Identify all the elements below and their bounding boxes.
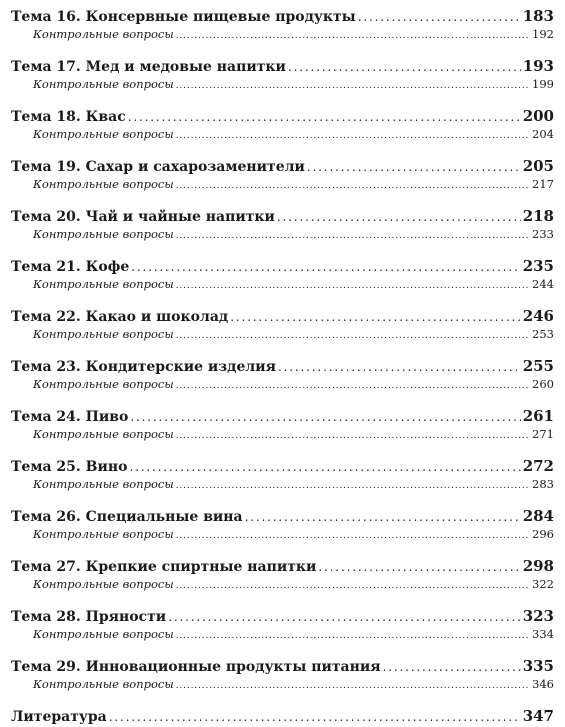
dot-leader bbox=[230, 307, 520, 327]
toc-entry bbox=[11, 256, 554, 293]
topic-title: Тема 22. Какао и шоколад bbox=[11, 309, 229, 325]
topic-row[interactable] bbox=[11, 506, 554, 526]
review-questions-row[interactable] bbox=[11, 426, 554, 443]
topic-row[interactable] bbox=[11, 606, 554, 626]
review-questions-row[interactable] bbox=[11, 76, 554, 93]
dot-leader bbox=[318, 557, 520, 577]
topic-title: Тема 25. Вино bbox=[11, 459, 128, 475]
review-questions-label: Контрольные вопросы bbox=[33, 127, 174, 141]
dot-leader bbox=[176, 576, 530, 595]
dot-leader bbox=[176, 176, 530, 195]
topic-row[interactable] bbox=[11, 656, 554, 676]
toc-entry bbox=[11, 156, 554, 193]
review-questions-page-number: 192 bbox=[532, 27, 554, 41]
dot-leader bbox=[277, 207, 521, 227]
review-questions-label: Контрольные вопросы bbox=[33, 527, 174, 541]
dot-leader bbox=[128, 107, 521, 127]
dot-leader bbox=[383, 657, 521, 677]
topic-row[interactable] bbox=[11, 406, 554, 426]
review-questions-row[interactable] bbox=[11, 126, 554, 143]
topic-page-number: 335 bbox=[522, 657, 554, 675]
review-questions-row[interactable] bbox=[11, 326, 554, 343]
toc-entry bbox=[11, 6, 554, 43]
toc-entry bbox=[11, 556, 554, 593]
review-questions-label: Контрольные вопросы bbox=[33, 677, 174, 691]
topic-title: Тема 29. Инновационные продукты питания bbox=[11, 659, 381, 675]
toc-entry bbox=[11, 506, 554, 543]
review-questions-row[interactable] bbox=[11, 276, 554, 293]
topic-row[interactable] bbox=[11, 56, 554, 76]
review-questions-page-number: 204 bbox=[532, 127, 554, 141]
topic-page-number: 261 bbox=[522, 407, 554, 425]
topic-row[interactable] bbox=[11, 356, 554, 376]
dot-leader bbox=[176, 276, 530, 295]
review-questions-page-number: 244 bbox=[532, 277, 554, 291]
review-questions-row[interactable] bbox=[11, 626, 554, 643]
review-questions-row[interactable] bbox=[11, 176, 554, 193]
review-questions-row[interactable] bbox=[11, 376, 554, 393]
topic-row[interactable] bbox=[11, 306, 554, 326]
topic-title: Тема 24. Пиво bbox=[11, 409, 129, 425]
topic-title: Тема 21. Кофе bbox=[11, 259, 130, 275]
review-questions-page-number: 253 bbox=[532, 327, 554, 341]
review-questions-page-number: 346 bbox=[532, 677, 554, 691]
toc-entry bbox=[11, 356, 554, 393]
dot-leader bbox=[176, 76, 530, 95]
dot-leader bbox=[176, 126, 530, 145]
dot-leader bbox=[176, 626, 530, 645]
toc-entry bbox=[11, 656, 554, 693]
review-questions-row[interactable] bbox=[11, 226, 554, 243]
dot-leader bbox=[176, 676, 530, 695]
review-questions-label: Контрольные вопросы bbox=[33, 427, 174, 441]
topic-page-number: 193 bbox=[522, 57, 554, 75]
topic-page-number: 255 bbox=[522, 357, 554, 375]
topic-page-number: 298 bbox=[522, 557, 554, 575]
dot-leader bbox=[176, 376, 530, 395]
topic-row[interactable] bbox=[11, 256, 554, 276]
topic-title: Тема 28. Пряности bbox=[11, 609, 167, 625]
dot-leader bbox=[278, 357, 521, 377]
review-questions-page-number: 271 bbox=[532, 427, 554, 441]
review-questions-page-number: 233 bbox=[532, 227, 554, 241]
topic-page-number: 272 bbox=[522, 457, 554, 475]
dot-leader bbox=[176, 326, 530, 345]
topic-title: Тема 20. Чай и чайные напитки bbox=[11, 209, 275, 225]
dot-leader bbox=[176, 526, 530, 545]
review-questions-row[interactable] bbox=[11, 476, 554, 493]
dot-leader bbox=[176, 476, 530, 495]
toc-entry bbox=[11, 206, 554, 243]
dot-leader bbox=[358, 7, 521, 27]
toc-entry bbox=[11, 306, 554, 343]
dot-leader bbox=[288, 57, 521, 77]
review-questions-label: Контрольные вопросы bbox=[33, 577, 174, 591]
review-questions-row[interactable] bbox=[11, 576, 554, 593]
topic-page-number: 183 bbox=[522, 7, 554, 25]
toc-entry bbox=[11, 456, 554, 493]
topic-page-number: 205 bbox=[522, 157, 554, 175]
bibliography-title: Литература bbox=[11, 709, 107, 725]
topic-page-number: 284 bbox=[522, 507, 554, 525]
topic-row[interactable] bbox=[11, 556, 554, 576]
review-questions-label: Контрольные вопросы bbox=[33, 177, 174, 191]
topic-row[interactable] bbox=[11, 456, 554, 476]
dot-leader bbox=[176, 426, 530, 445]
topic-page-number: 323 bbox=[522, 607, 554, 625]
review-questions-label: Контрольные вопросы bbox=[33, 27, 174, 41]
toc-entry bbox=[11, 606, 554, 643]
topic-title: Тема 16. Консервные пищевые продукты bbox=[11, 9, 356, 25]
topic-title: Тема 18. Квас bbox=[11, 109, 126, 125]
topic-page-number: 235 bbox=[522, 257, 554, 275]
review-questions-page-number: 334 bbox=[532, 627, 554, 641]
topic-row[interactable] bbox=[11, 206, 554, 226]
table-of-contents bbox=[11, 6, 554, 726]
topic-page-number: 200 bbox=[522, 107, 554, 125]
bibliography-row[interactable] bbox=[11, 706, 554, 726]
review-questions-label: Контрольные вопросы bbox=[33, 627, 174, 641]
review-questions-label: Контрольные вопросы bbox=[33, 277, 174, 291]
dot-leader bbox=[176, 26, 530, 45]
topic-page-number: 218 bbox=[522, 207, 554, 225]
bibliography-page-number: 347 bbox=[522, 707, 554, 725]
review-questions-label: Контрольные вопросы bbox=[33, 477, 174, 491]
dot-leader bbox=[109, 707, 521, 727]
dot-leader bbox=[131, 257, 520, 277]
toc-entry bbox=[11, 56, 554, 93]
review-questions-label: Контрольные вопросы bbox=[33, 327, 174, 341]
dot-leader bbox=[168, 607, 521, 627]
review-questions-label: Контрольные вопросы bbox=[33, 77, 174, 91]
dot-leader bbox=[176, 226, 530, 245]
topic-page-number: 246 bbox=[522, 307, 554, 325]
topic-row[interactable] bbox=[11, 6, 554, 26]
topic-row[interactable] bbox=[11, 156, 554, 176]
dot-leader bbox=[130, 407, 520, 427]
review-questions-page-number: 322 bbox=[532, 577, 554, 591]
review-questions-page-number: 283 bbox=[532, 477, 554, 491]
topic-title: Тема 17. Мед и медовые напитки bbox=[11, 59, 286, 75]
review-questions-label: Контрольные вопросы bbox=[33, 377, 174, 391]
topic-title: Тема 23. Кондитерские изделия bbox=[11, 359, 277, 375]
dot-leader bbox=[307, 157, 521, 177]
review-questions-row[interactable] bbox=[11, 26, 554, 43]
review-questions-label: Контрольные вопросы bbox=[33, 227, 174, 241]
topic-title: Тема 26. Специальные вина bbox=[11, 509, 243, 525]
dot-leader bbox=[129, 457, 520, 477]
topic-title: Тема 19. Сахар и сахарозаменители bbox=[11, 159, 305, 175]
review-questions-page-number: 296 bbox=[532, 527, 554, 541]
review-questions-page-number: 199 bbox=[532, 77, 554, 91]
toc-entry bbox=[11, 106, 554, 143]
topic-title: Тема 27. Крепкие спиртные напитки bbox=[11, 559, 317, 575]
review-questions-row[interactable] bbox=[11, 676, 554, 693]
dot-leader bbox=[245, 507, 521, 527]
review-questions-page-number: 260 bbox=[532, 377, 554, 391]
toc-entry bbox=[11, 406, 554, 443]
topic-row[interactable] bbox=[11, 106, 554, 126]
review-questions-page-number: 217 bbox=[532, 177, 554, 191]
review-questions-row[interactable] bbox=[11, 526, 554, 543]
